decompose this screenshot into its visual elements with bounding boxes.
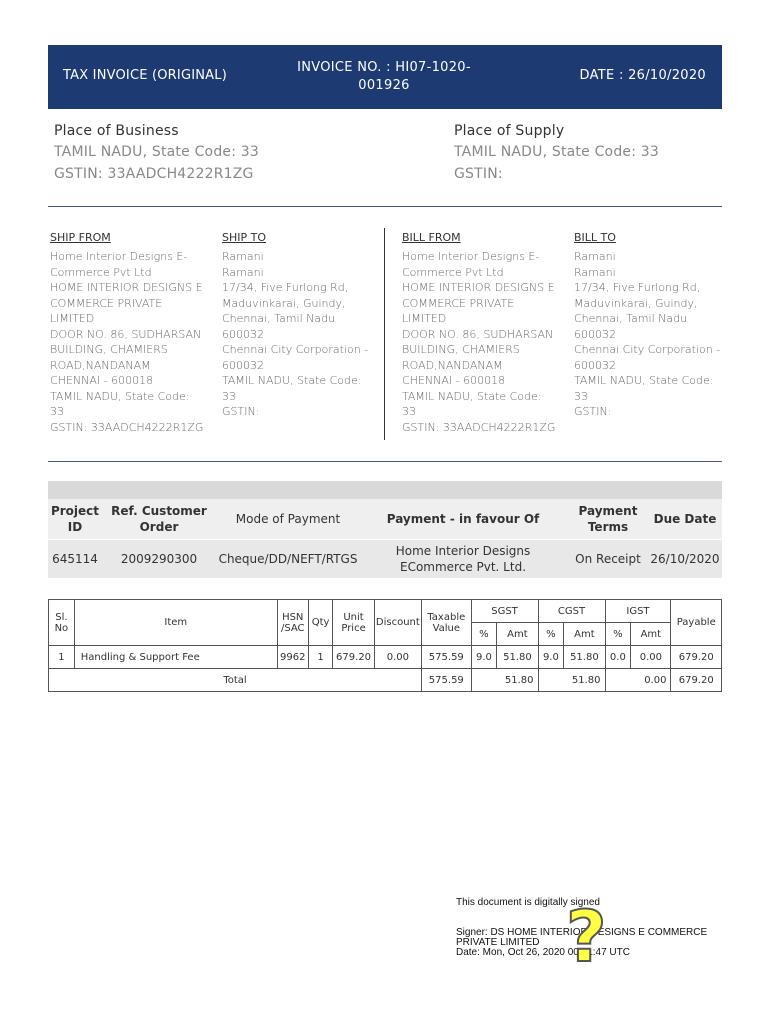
address-line: Commerce Pvt Ltd bbox=[50, 265, 152, 279]
mode-of-payment-value: Cheque/DD/NEFT/RTGS bbox=[218, 552, 358, 566]
address-line: HOME INTERIOR DESIGNS E bbox=[50, 281, 203, 294]
unit-price-header bbox=[333, 600, 374, 646]
address-line: COMMERCE PRIVATE bbox=[50, 296, 163, 310]
project-id-header-2: ID bbox=[67, 520, 83, 534]
bill-to-lines bbox=[574, 249, 722, 420]
item-header: Item bbox=[74, 600, 277, 646]
address-line: 600032 bbox=[222, 358, 264, 372]
document-type: TAX INVOICE (ORIGINAL) bbox=[63, 68, 227, 83]
payment-favour-header: Payment - in favour Of bbox=[386, 512, 540, 526]
hsn-header bbox=[277, 600, 308, 646]
address-line: DOOR NO. 86, SUDHARSAN bbox=[402, 327, 554, 341]
due-date-value: 26/10/2020 bbox=[650, 552, 720, 566]
row-sgst-amt: 51.80 bbox=[497, 646, 538, 669]
place-of-supply-gstin: GSTIN: bbox=[454, 166, 503, 182]
place-of-supply bbox=[454, 121, 659, 185]
row-qty: 1 bbox=[308, 646, 333, 669]
total-label: Total bbox=[49, 669, 422, 692]
hsn-header-2: /SAC bbox=[280, 622, 305, 634]
igst-header: IGST bbox=[605, 600, 671, 623]
signature-unverified-icon: ? bbox=[566, 896, 607, 978]
sl-no-header-1: Sl. bbox=[55, 611, 68, 623]
payable-header: Payable bbox=[671, 600, 722, 646]
payment-favour-value bbox=[378, 543, 548, 575]
sgst-amt-header: Amt bbox=[497, 623, 538, 646]
signature-line-4: Date: Mon, Oct 26, 2020 00:51:47 UTC bbox=[456, 947, 630, 958]
address-line: ROAD,NANDANAM bbox=[50, 358, 151, 372]
address-line: Ramani bbox=[222, 250, 264, 263]
address-line: 33 bbox=[402, 405, 416, 418]
invoice-header bbox=[48, 45, 722, 109]
ship-from-title: SHIP FROM bbox=[50, 231, 111, 244]
row-payable: 679.20 bbox=[671, 646, 722, 669]
invoice-date: DATE : 26/10/2020 bbox=[579, 68, 706, 83]
signature-line-2: Signer: DS HOME INTERIOR DESIGNS E COMMERCE bbox=[456, 927, 708, 938]
address-line: Chennai City Corporation - bbox=[574, 343, 721, 356]
ship-from-lines bbox=[50, 249, 218, 435]
address-line: TAMIL NADU, State Code: bbox=[222, 374, 362, 387]
row-taxable: 575.59 bbox=[422, 646, 471, 669]
total-taxable: 575.59 bbox=[422, 669, 471, 692]
address-line: HOME INTERIOR DESIGNS E bbox=[402, 281, 555, 294]
address-line: GSTIN: 33AADCH4222R1ZG bbox=[50, 420, 204, 434]
address-line: TAMIL NADU, State Code: bbox=[574, 374, 714, 387]
divider-middle bbox=[48, 461, 722, 462]
address-line: Ramani bbox=[574, 265, 616, 279]
address-line: GSTIN: 33AADCH4222R1ZG bbox=[402, 420, 556, 434]
payment-values-row bbox=[48, 540, 722, 578]
address-line: Home Interior Designs E- bbox=[50, 250, 188, 263]
project-id-header-1: Project bbox=[50, 504, 100, 518]
divider-top bbox=[48, 206, 722, 207]
items-header-row bbox=[49, 600, 722, 623]
row-hsn: 9962 bbox=[277, 646, 308, 669]
address-line: Maduvinkarai, Guindy, bbox=[574, 296, 698, 310]
row-item: Handling & Support Fee bbox=[74, 646, 277, 669]
place-of-supply-state: TAMIL NADU, State Code: 33 bbox=[454, 144, 660, 160]
due-date-header: Due Date bbox=[653, 512, 717, 526]
ship-to-block bbox=[222, 231, 382, 420]
total-row bbox=[49, 669, 722, 692]
address-line: Chennai City Corporation - bbox=[222, 343, 369, 356]
address-line: Home Interior Designs E- bbox=[402, 250, 540, 263]
sgst-header: SGST bbox=[471, 600, 538, 623]
total-payable: 679.20 bbox=[671, 669, 722, 692]
row-sl-no: 1 bbox=[49, 646, 75, 669]
address-line: 600032 bbox=[222, 327, 264, 341]
bill-to-title: BILL TO bbox=[574, 231, 616, 244]
igst-amt-header: Amt bbox=[631, 623, 671, 646]
address-line: 600032 bbox=[574, 327, 616, 341]
total-sgst-amt: 51.80 bbox=[471, 669, 538, 692]
invoice-number bbox=[284, 59, 484, 95]
address-line: 600032 bbox=[574, 358, 616, 372]
unit-price-header-2: Price bbox=[341, 622, 366, 634]
total-igst-amt: 0.00 bbox=[605, 669, 671, 692]
bill-from-lines bbox=[402, 249, 570, 435]
ref-order-header-2: Order bbox=[139, 520, 179, 534]
address-line: BUILDING, CHAMIERS bbox=[402, 343, 520, 356]
payment-terms-header-2: Terms bbox=[587, 520, 629, 534]
items-table bbox=[48, 599, 722, 692]
cgst-header: CGST bbox=[538, 600, 605, 623]
place-of-supply-title: Place of Supply bbox=[454, 123, 565, 139]
sl-no-header-2: No bbox=[54, 622, 69, 634]
address-line: GSTIN: bbox=[574, 405, 612, 418]
igst-pct-header: % bbox=[605, 623, 631, 646]
address-line: DOOR NO. 86, SUDHARSAN bbox=[50, 327, 202, 341]
address-line: 33 bbox=[574, 389, 588, 403]
invoice-number-line2: 001926 bbox=[358, 78, 410, 93]
taxable-value-header-2: Value bbox=[432, 622, 461, 634]
payment-terms-value: On Receipt bbox=[575, 552, 641, 566]
project-id-value: 645114 bbox=[52, 552, 98, 566]
hsn-header-1: HSN bbox=[282, 611, 304, 623]
place-of-business bbox=[54, 121, 259, 185]
payment-terms-header bbox=[570, 503, 646, 535]
unit-price-header-1: Unit bbox=[343, 611, 364, 623]
signature-line-3: PRIVATE LIMITED bbox=[456, 937, 540, 948]
ref-order-value: 2009290300 bbox=[120, 552, 198, 566]
address-divider bbox=[384, 228, 385, 440]
address-line: CHENNAI - 600018 bbox=[402, 374, 506, 387]
payment-header-band bbox=[48, 481, 722, 499]
place-of-business-gstin: GSTIN: 33AADCH4222R1ZG bbox=[54, 166, 254, 182]
address-line: LIMITED bbox=[50, 312, 95, 325]
sl-no-header bbox=[49, 600, 75, 646]
place-of-business-title: Place of Business bbox=[54, 123, 179, 139]
address-line: TAMIL NADU, State Code: bbox=[402, 389, 542, 403]
ref-order-header-1: Ref. Customer bbox=[111, 504, 207, 518]
payment-favour-value-2: ECommerce Pvt. Ltd. bbox=[399, 560, 527, 574]
address-line: TAMIL NADU, State Code: bbox=[50, 389, 190, 403]
address-line: Maduvinkarai, Guindy, bbox=[222, 296, 346, 310]
address-line: Ramani bbox=[574, 250, 616, 263]
cgst-pct-header: % bbox=[538, 623, 564, 646]
address-line: GSTIN: bbox=[222, 405, 260, 418]
signature-line-1: This document is digitally signed bbox=[456, 897, 600, 908]
cgst-amt-header: Amt bbox=[564, 623, 605, 646]
address-line: 33 bbox=[50, 405, 64, 418]
address-line: CHENNAI - 600018 bbox=[50, 374, 154, 387]
payment-terms-header-1: Payment bbox=[578, 504, 638, 518]
ship-to-title: SHIP TO bbox=[222, 231, 267, 244]
invoice-number-line1: INVOICE NO. : HI07-1020- bbox=[297, 60, 471, 75]
qty-header: Qty bbox=[308, 600, 333, 646]
address-line: 17/34, Five Furlong Rd, bbox=[222, 281, 349, 294]
row-sgst-pct: 9.0 bbox=[471, 646, 497, 669]
address-line: 33 bbox=[222, 389, 236, 403]
bill-from-title: BILL FROM bbox=[402, 231, 461, 244]
bill-to-block bbox=[574, 231, 722, 420]
discount-header: Discount bbox=[374, 600, 421, 646]
row-igst-pct: 0.0 bbox=[605, 646, 631, 669]
ref-order-header bbox=[110, 503, 208, 535]
taxable-value-header bbox=[422, 600, 471, 646]
ship-from-block bbox=[50, 231, 218, 435]
row-cgst-amt: 51.80 bbox=[564, 646, 605, 669]
bill-from-block bbox=[402, 231, 570, 435]
address-line: Commerce Pvt Ltd bbox=[402, 265, 504, 279]
address-line: Chennai, Tamil Nadu bbox=[574, 312, 688, 325]
payment-header-row bbox=[48, 499, 722, 539]
address-line: LIMITED bbox=[402, 312, 447, 325]
row-igst-amt: 0.00 bbox=[631, 646, 671, 669]
address-line: 17/34, Five Furlong Rd, bbox=[574, 281, 701, 294]
row-cgst-pct: 9.0 bbox=[538, 646, 564, 669]
address-line: ROAD,NANDANAM bbox=[402, 358, 503, 372]
payment-favour-value-1: Home Interior Designs bbox=[395, 544, 531, 558]
sgst-pct-header: % bbox=[471, 623, 497, 646]
ship-to-lines bbox=[222, 249, 382, 420]
total-cgst-amt: 51.80 bbox=[538, 669, 605, 692]
row-discount: 0.00 bbox=[374, 646, 421, 669]
address-line: Chennai, Tamil Nadu bbox=[222, 312, 336, 325]
address-line: BUILDING, CHAMIERS bbox=[50, 343, 168, 356]
project-id-header bbox=[48, 503, 102, 535]
place-of-business-state: TAMIL NADU, State Code: 33 bbox=[54, 144, 260, 160]
table-row bbox=[49, 646, 722, 669]
mode-of-payment-header: Mode of Payment bbox=[235, 512, 341, 526]
row-unit-price: 679.20 bbox=[333, 646, 374, 669]
taxable-value-header-1: Taxable bbox=[427, 611, 466, 623]
address-line: COMMERCE PRIVATE bbox=[402, 296, 515, 310]
address-line: Ramani bbox=[222, 265, 264, 279]
